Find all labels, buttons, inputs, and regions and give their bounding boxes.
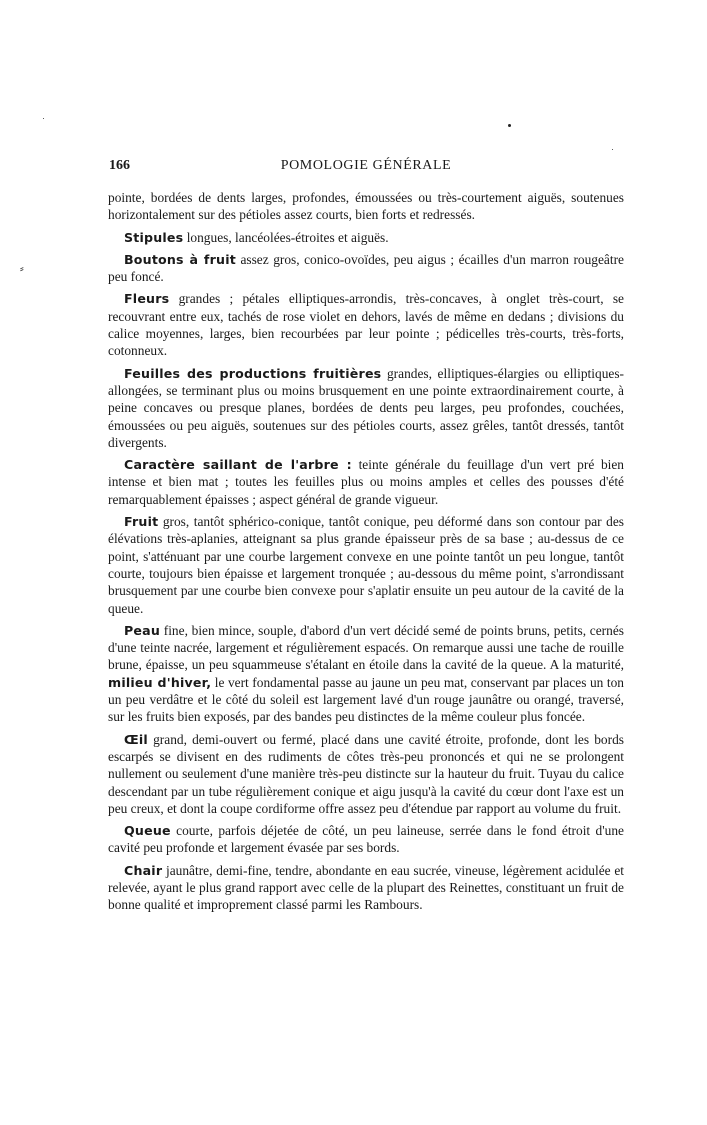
paragraph-text: le vert fondamental passe au jaune un peu mat, conservant par places un ton un peu verdâtre et le côté du soleil est largement lavé d'un rouge jaunâtre ou orangé, traversé, sur les fruits bien exposés, par des bandes peu distinctes de la même couleur plus foncée. (108, 674, 624, 725)
running-title: POMOLOGIE GÉNÉRALE (280, 158, 452, 173)
paragraph-text: grand, demi-ouvert ou fermé, placé dans une cavité étroite, profonde, dont les bords escarpés se divisent en des rudiments de côtes très-peu prononcés et qui ne se prolongent nullement ou seulement d'une manière très-peu distincte sur la hauteur du fruit. Tuyau du calice descendant par un tube régulièrement conique et aigu jusqu'à la cavité du cœur dont l'axe est un peu creux, et dont la coupe cordiforme offre assez peu d'étendue par rapport au volume du fruit. (108, 731, 624, 816)
paragraph-text: grandes, elliptiques-élargies ou elliptiques-allongées, se terminant plus ou moins brusquement en une pointe extraordinairement courte, à peine concaves ou presque planes, bordées de dents peu larges, peu profondes, couchées, émoussées ou peu aiguës, soutenues sur des pétioles courts, assez grêles, tantôt dressés, tantôt divergents. (108, 365, 625, 450)
term-heading: Feuilles des productions fruitières (124, 365, 382, 381)
scan-speck (612, 149, 613, 150)
paragraph-text: gros, tantôt sphérico-conique, tantôt conique, peu déformé dans son contour par des élévations très-aplanies, atteignant sa plus grande épaisseur près de sa base ; au-dessus de ce point, s'atténuant par une courbe largement convexe en une pointe tantôt un peu longue, tantôt courte, toujours bien épaisse et largement tronquée ; au-dessous du même point, s'arrondissant brusquement par une courbe bien convexe pour s'aplatir ensuite un peu autour de la cavité de la queue. (108, 514, 624, 616)
paragraph-leaf-continuation (108, 189, 624, 224)
paragraph-fruit (108, 513, 624, 617)
term-heading: Queue (124, 823, 171, 839)
paragraph-feuilles (108, 365, 624, 451)
page-number: 166 (109, 158, 130, 173)
paragraph-chair (108, 862, 624, 914)
term-inline-heading: milieu d'hiver, (108, 674, 212, 690)
paragraph-queue (108, 822, 624, 857)
term-heading: Caractère saillant de l'arbre : (124, 457, 352, 473)
paragraph-fleurs (108, 290, 624, 359)
running-head (108, 158, 624, 180)
paragraph-text: grandes ; pétales elliptiques-arrondis, très-concaves, à onglet très-court, se recouvrant entre eux, tachés de rose violet en dehors, lavés de même en dedans ; divisions du calice moyennes, larges, bien recourbées par leur pointe ; pédicelles très-courts, très-forts, cotonneux. (108, 291, 624, 359)
term-heading: Peau (124, 622, 161, 638)
book-page (108, 158, 624, 919)
paragraph-text: assez gros, conico-ovoïdes, peu aigus ; écailles d'un marron rougeâtre peu foncé. (108, 251, 624, 285)
paragraph-text: pointe, bordées de dents larges, profondes, émoussées ou très-courtement aiguës, soutenues horizontalement sur des pétioles assez courts, bien forts et redressés. (108, 190, 624, 223)
paragraph-text: fine, bien mince, souple, d'abord d'un vert décidé semé de points bruns, petits, cernés d'une teinte nacrée, largement et régulièrement espacés. On remarque aussi une tache de rouille brune, épaisse, un peu squammeuse s'étalant en étoile dans la cavité de la queue. A la maturité, (108, 622, 624, 673)
paragraph-text: teinte générale du feuillage d'un vert pré bien intense et bien mat ; toutes les feuilles plus ou moins amples et celles des pousses d'été remarquablement épaisses ; aspect général de grande vigueur. (108, 457, 624, 507)
paragraph-text: jaunâtre, demi-fine, tendre, abondante en eau sucrée, vineuse, légèrement acidulée et relevée, ayant le plus grand rapport avec celle de la plupart des Reinettes, constituant un fruit de bonne qualité et improprement classé parmi les Rambours. (108, 862, 624, 913)
term-heading: Stipules (124, 229, 184, 245)
scan-speck (43, 118, 44, 119)
margin-mark: ⸗ (20, 262, 24, 275)
term-heading: Chair (124, 862, 163, 878)
paragraph-text: courte, parfois déjetée de côté, un peu laineuse, serrée dans le fond étroit d'une cavité peu profonde et largement évasée par ses bords. (108, 823, 624, 856)
paragraph-caractere (108, 456, 624, 508)
paragraph-text: longues, lancéolées-étroites et aiguës. (183, 229, 389, 245)
paragraph-boutons-a-fruit (108, 251, 624, 286)
term-heading: Boutons à fruit (124, 251, 236, 267)
paragraph-stipules (108, 229, 624, 246)
term-heading: Œil (124, 731, 148, 747)
term-heading: Fleurs (124, 291, 170, 307)
paragraph-oeil (108, 731, 624, 817)
term-heading: Fruit (124, 514, 159, 530)
scan-speck (508, 124, 511, 127)
paragraph-peau (108, 622, 624, 726)
